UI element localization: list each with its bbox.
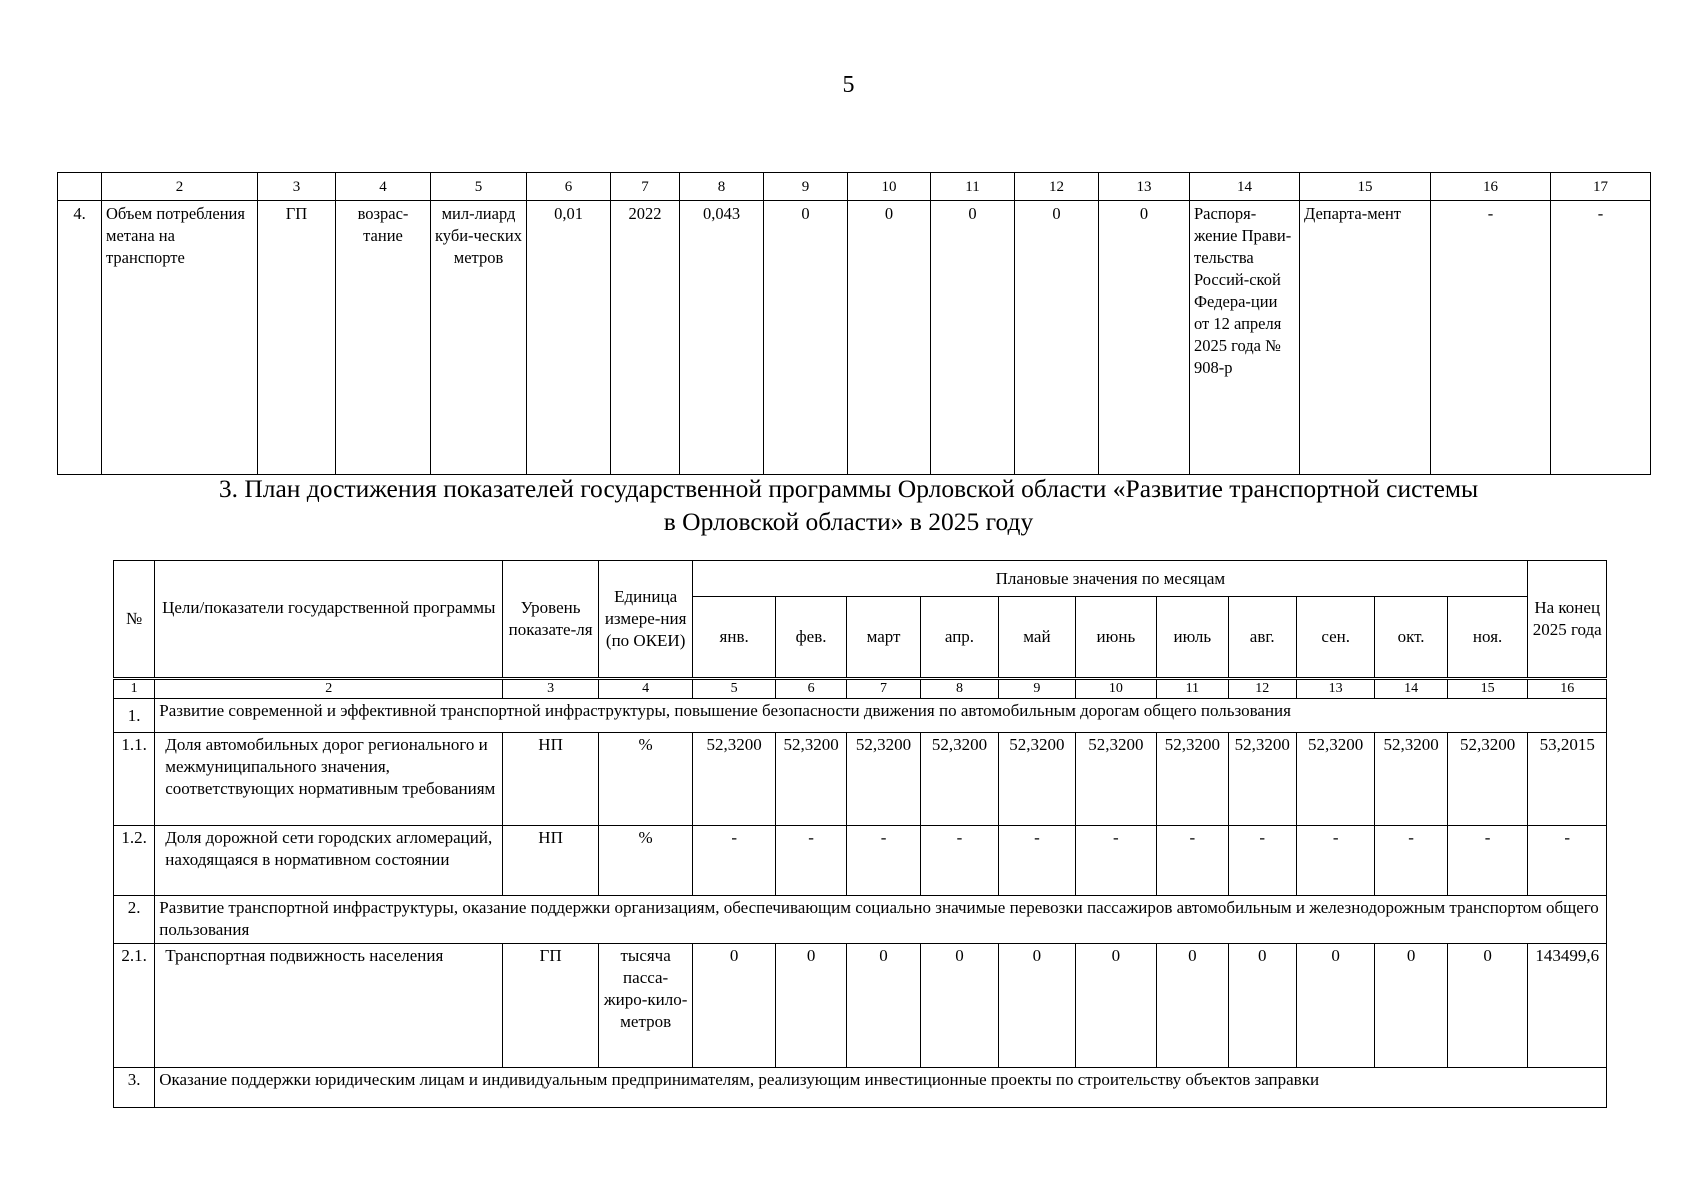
month-value: 52,3200 — [1447, 733, 1528, 826]
value-cell: 0 — [1015, 201, 1099, 475]
column-number: 1 — [114, 679, 155, 699]
heading-line-1: 3. План достижения показателей государственной программы Орловской области «Развитие транспортной системы — [218, 474, 1479, 503]
month-value: 0 — [775, 944, 846, 1068]
year-end-value: 143499,6 — [1528, 944, 1607, 1068]
month-value: 52,3200 — [1075, 733, 1156, 826]
month-header: июль — [1157, 597, 1228, 679]
column-number: 7 — [611, 173, 680, 201]
column-number: 5 — [431, 173, 527, 201]
month-value: 52,3200 — [693, 733, 775, 826]
value-cell: - — [1551, 201, 1651, 475]
section-row — [114, 1068, 1607, 1108]
table-row — [114, 733, 1607, 826]
month-value: 0 — [1296, 944, 1374, 1068]
value-cell: 0,043 — [680, 201, 764, 475]
year-cell: 2022 — [611, 201, 680, 475]
row-number: 1.1. — [114, 733, 155, 826]
page-number: 5 — [842, 72, 855, 98]
month-value: - — [1228, 826, 1296, 896]
year-end-value: 53,2015 — [1528, 733, 1607, 826]
column-number: 15 — [1447, 679, 1528, 699]
unit-cell: % — [598, 826, 693, 896]
year-end-value: - — [1528, 826, 1607, 896]
header-row — [114, 561, 1607, 597]
column-number: 8 — [920, 679, 998, 699]
month-value: 52,3200 — [775, 733, 846, 826]
column-number: 10 — [1075, 679, 1156, 699]
table-row — [114, 826, 1607, 896]
month-value: 52,3200 — [1157, 733, 1228, 826]
heading-line-2: в Орловской области» в 2025 году — [663, 507, 1034, 536]
indicator-table-continued — [57, 172, 1651, 475]
month-value: - — [1075, 826, 1156, 896]
month-header: ноя. — [1447, 597, 1528, 679]
month-value: 0 — [693, 944, 775, 1068]
section-row — [114, 699, 1607, 733]
column-number: 10 — [848, 173, 931, 201]
month-value: - — [693, 826, 775, 896]
month-value: - — [1296, 826, 1374, 896]
trend-cell: возрас-тание — [336, 201, 431, 475]
column-number: 14 — [1375, 679, 1447, 699]
month-header: окт. — [1375, 597, 1447, 679]
section-heading — [0, 472, 1697, 538]
column-number: 5 — [693, 679, 775, 699]
indicator-name: Доля автомобильных дорог регионального и межмуниципального значения, соответствующих нормативным требованиям — [155, 733, 503, 826]
month-value: - — [999, 826, 1075, 896]
month-value: - — [775, 826, 846, 896]
header-level: Уровень показате-ля — [503, 561, 599, 679]
column-number: 7 — [847, 679, 920, 699]
column-number: 13 — [1099, 173, 1190, 201]
column-number-row — [114, 679, 1607, 699]
column-number: 3 — [503, 679, 599, 699]
unit-cell: % — [598, 733, 693, 826]
column-number: 12 — [1228, 679, 1296, 699]
indicator-name: Объем потребления метана на транспорте — [102, 201, 258, 475]
column-number: 2 — [102, 173, 258, 201]
month-value: - — [1447, 826, 1528, 896]
section-number: 2. — [114, 896, 155, 944]
month-value: 52,3200 — [1228, 733, 1296, 826]
value-cell: 0 — [931, 201, 1015, 475]
value-cell: 0 — [848, 201, 931, 475]
row-number: 2.1. — [114, 944, 155, 1068]
unit-cell: мил-лиард куби-ческих метров — [431, 201, 527, 475]
header-goal: Цели/показатели государственной программы — [155, 561, 503, 679]
column-number: 12 — [1015, 173, 1099, 201]
month-value: 52,3200 — [1375, 733, 1447, 826]
value-cell: 0,01 — [527, 201, 611, 475]
header-unit: Единица измере-ния (по ОКЕИ) — [598, 561, 693, 679]
value-cell: 0 — [1099, 201, 1190, 475]
month-value: 0 — [999, 944, 1075, 1068]
month-header: апр. — [920, 597, 998, 679]
table-row — [58, 201, 1651, 475]
column-number: 11 — [931, 173, 1015, 201]
header-monthly: Плановые значения по месяцам — [693, 561, 1528, 597]
indicator-name: Доля дорожной сети городских агломераций, находящаяся в нормативном состоянии — [155, 826, 503, 896]
column-number: 4 — [336, 173, 431, 201]
section-row — [114, 896, 1607, 944]
column-number: 16 — [1528, 679, 1607, 699]
document-reference: Распоря-жение Прави-тельства Россий-ской Федера-ции от 12 апреля 2025 года № 908-р — [1190, 201, 1300, 475]
table-row — [114, 944, 1607, 1068]
section-title: Развитие транспортной инфраструктуры, оказание поддержки организациям, обеспечивающим социально значимые перевозки пассажиров автомобильным и железнодорожным транспортом общего пользования — [155, 896, 1607, 944]
value-cell: 0 — [764, 201, 848, 475]
column-number: 17 — [1551, 173, 1651, 201]
month-value: 52,3200 — [920, 733, 998, 826]
column-number: 13 — [1296, 679, 1374, 699]
column-number: 6 — [527, 173, 611, 201]
unit-cell: тысяча пасса-жиро-кило-метров — [598, 944, 693, 1068]
month-value: 52,3200 — [1296, 733, 1374, 826]
column-number: 9 — [999, 679, 1075, 699]
indicator-level: НП — [503, 733, 599, 826]
month-value: - — [847, 826, 920, 896]
month-value: 0 — [1157, 944, 1228, 1068]
section-title: Оказание поддержки юридическим лицам и индивидуальным предпринимателям, реализующим инвестиционные проекты по строительству объектов заправки — [155, 1068, 1607, 1108]
month-value: 0 — [1228, 944, 1296, 1068]
month-value: 52,3200 — [999, 733, 1075, 826]
month-value: - — [1375, 826, 1447, 896]
monthly-plan-table — [113, 560, 1607, 1108]
indicator-level: ГП — [503, 944, 599, 1068]
section-number: 3. — [114, 1068, 155, 1108]
column-number: 4 — [598, 679, 693, 699]
indicator-level: ГП — [258, 201, 336, 475]
month-value: 0 — [920, 944, 998, 1068]
month-header: июнь — [1075, 597, 1156, 679]
row-number: 1.2. — [114, 826, 155, 896]
column-number: 9 — [764, 173, 848, 201]
header-number: № — [114, 561, 155, 679]
column-number: 11 — [1157, 679, 1228, 699]
column-number: 8 — [680, 173, 764, 201]
month-header: фев. — [775, 597, 846, 679]
month-value: 0 — [1447, 944, 1528, 1068]
month-header: авг. — [1228, 597, 1296, 679]
column-number: 6 — [775, 679, 846, 699]
value-cell: - — [1431, 201, 1551, 475]
indicator-level: НП — [503, 826, 599, 896]
column-number: 14 — [1190, 173, 1300, 201]
column-number-row — [58, 173, 1651, 201]
column-number: 16 — [1431, 173, 1551, 201]
month-value: 0 — [1375, 944, 1447, 1068]
responsible-cell: Департа-мент — [1300, 201, 1431, 475]
row-number: 4. — [58, 201, 102, 475]
column-number: 3 — [258, 173, 336, 201]
month-header: март — [847, 597, 920, 679]
indicator-name: Транспортная подвижность населения — [155, 944, 503, 1068]
column-number — [58, 173, 102, 201]
section-title: Развитие современной и эффективной транспортной инфраструктуры, повышение безопасности движения по автомобильным дорогам общего пользования — [155, 699, 1607, 733]
month-value: - — [1157, 826, 1228, 896]
month-header: янв. — [693, 597, 775, 679]
month-value: 52,3200 — [847, 733, 920, 826]
section-number: 1. — [114, 699, 155, 733]
header-year-end: На конец 2025 года — [1528, 561, 1607, 679]
column-number: 2 — [155, 679, 503, 699]
month-header: сен. — [1296, 597, 1374, 679]
month-value: 0 — [1075, 944, 1156, 1068]
month-value: - — [920, 826, 998, 896]
month-value: 0 — [847, 944, 920, 1068]
column-number: 15 — [1300, 173, 1431, 201]
month-header: май — [999, 597, 1075, 679]
